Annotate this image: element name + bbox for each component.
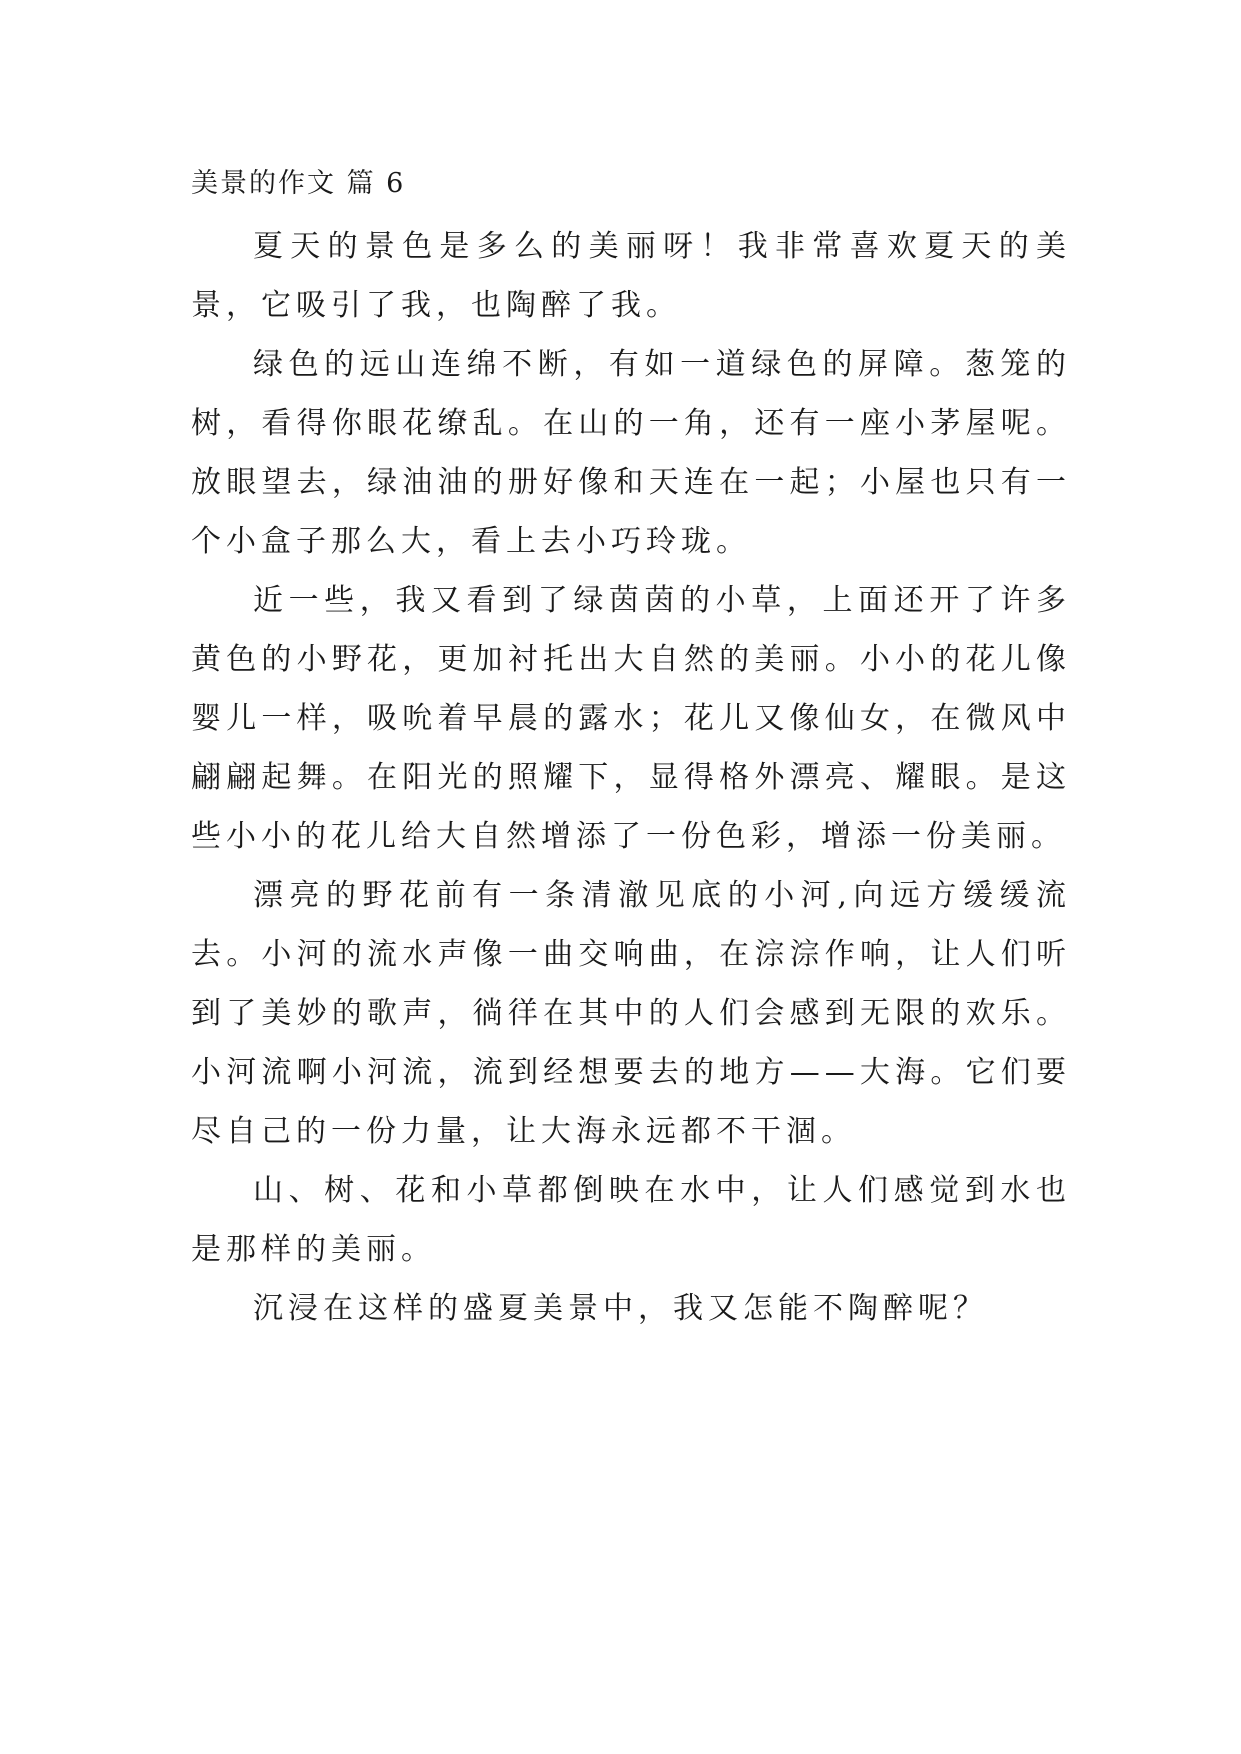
- paragraph-3: 近一些，我又看到了绿茵茵的小草，上面还开了许多黄色的小野花，更加衬托出大自然的美丽。小小的花儿像婴儿一样，吸吮着早晨的露水；花儿又像仙女，在微风中翩翩起舞。在阳光的照耀下，显得格外漂亮、耀眼。是这些小小的花儿给大自然增添了一份色彩，增添一份美丽。: [191, 583, 1071, 854]
- paragraph-1: 夏天的景色是多么的美丽呀！我非常喜欢夏天的美景，它吸引了我，也陶醉了我。: [191, 229, 1071, 323]
- document-title: 美景的作文 篇 6: [191, 168, 406, 199]
- paragraph-6: 沉浸在这样的盛夏美景中，我又怎能不陶醉呢？: [253, 1291, 988, 1326]
- paragraph-4: 漂亮的野花前有一条清澈见底的小河,向远方缓缓流去。小河的流水声像一曲交响曲，在淙淙作响，让人们听到了美妙的歌声，徜徉在其中的人们会感到无限的欢乐。小河流啊小河流，流到经想要去的地方——大海。它们要尽自己的一份力量，让大海永远都不干涸。: [191, 878, 1071, 1149]
- paragraph-2: 绿色的远山连绵不断，有如一道绿色的屏障。葱笼的树，看得你眼花缭乱。在山的一角，还有一座小茅屋呢。放眼望去，绿油油的册好像和天连在一起；小屋也只有一个小盒子那么大，看上去小巧玲珑。: [191, 347, 1071, 559]
- paragraph-5: 山、树、花和小草都倒映在水中，让人们感觉到水也是那样的美丽。: [191, 1173, 1071, 1267]
- document-body: [191, 163, 1071, 1338]
